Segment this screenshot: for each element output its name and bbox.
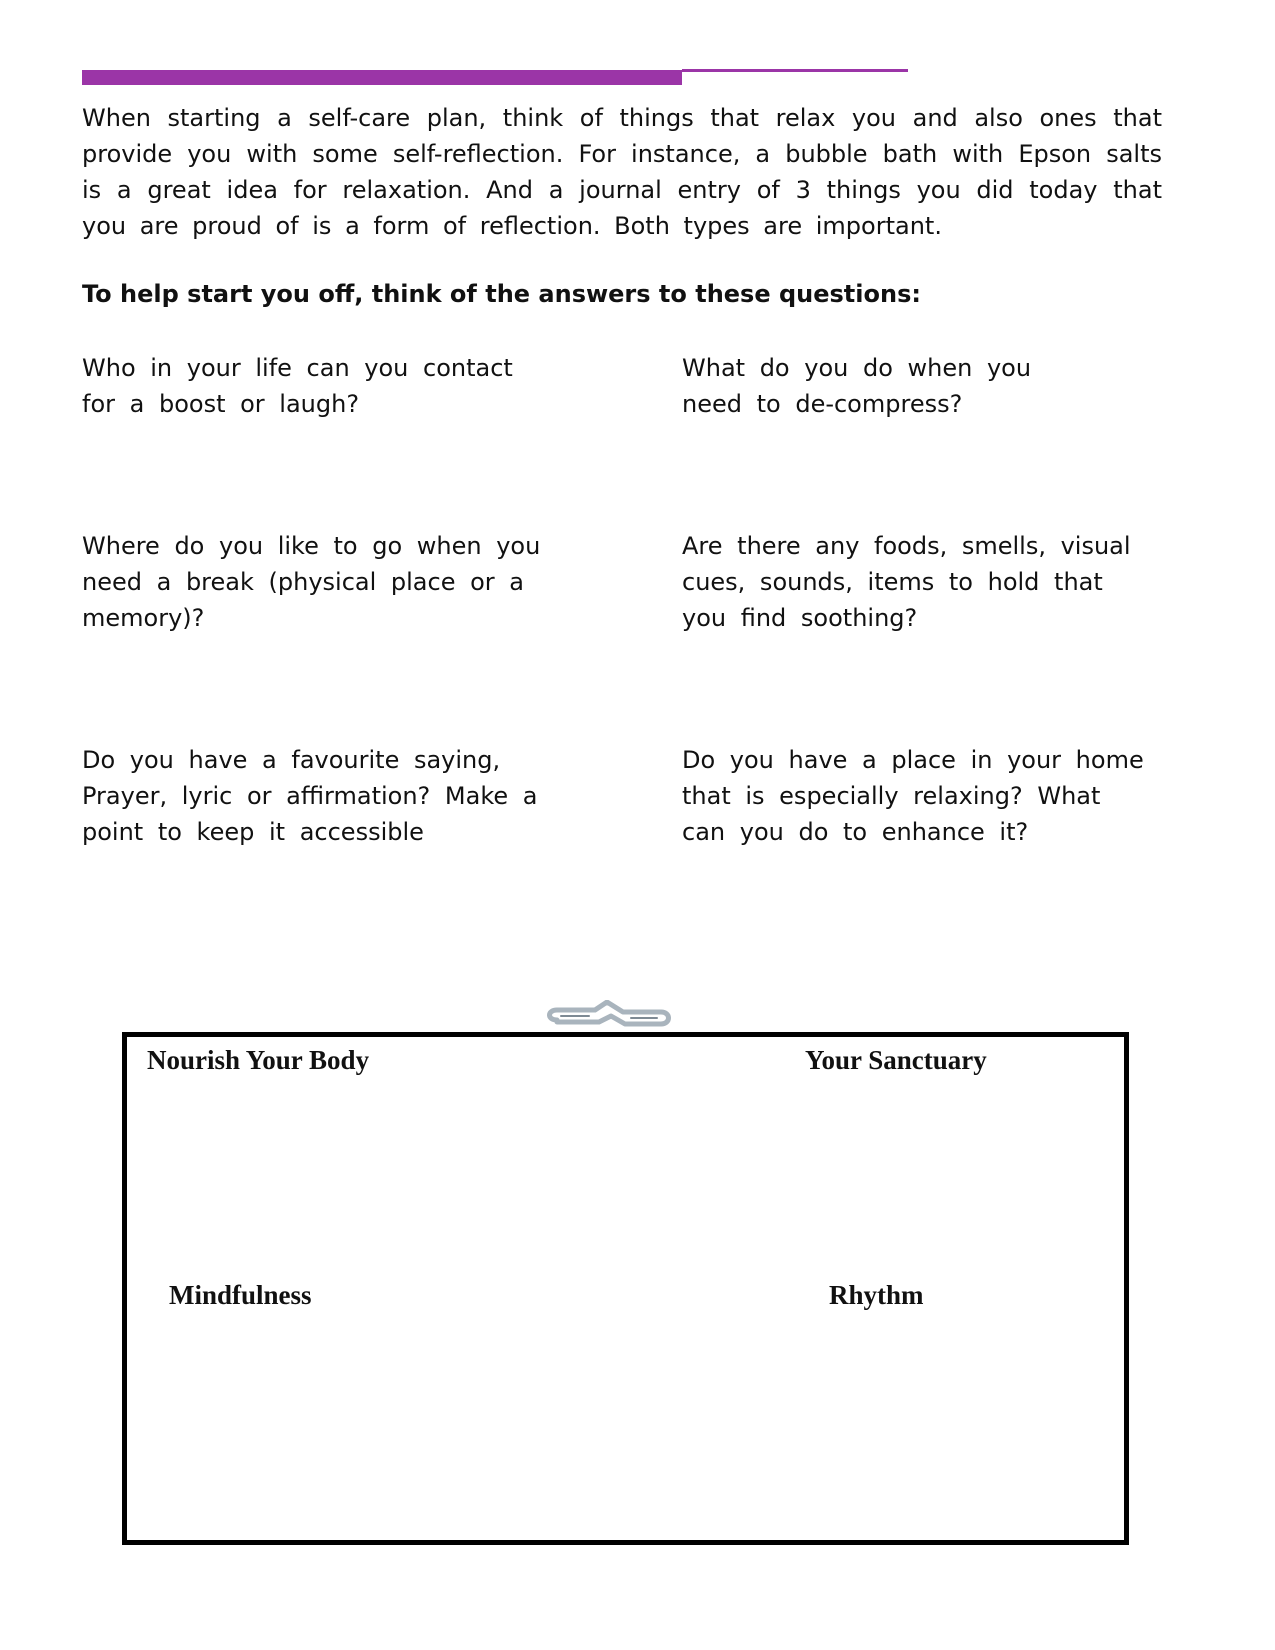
label-your-sanctuary: Your Sanctuary bbox=[805, 1045, 987, 1075]
accent-bar-thick bbox=[82, 70, 682, 85]
self-care-box bbox=[122, 1032, 1129, 1545]
label-rhythm: Rhythm bbox=[829, 1280, 924, 1310]
paperclip-icon bbox=[545, 1000, 675, 1032]
accent-bar-thin bbox=[682, 69, 908, 72]
question-break-place: Where do you like to go when you need a break (physical place or a memory)? bbox=[82, 532, 541, 632]
label-nourish-your-body: Nourish Your Body bbox=[147, 1045, 370, 1075]
question-saying: Do you have a favourite saying, Prayer, lyric or affirmation? Make a point to keep it accessible bbox=[82, 746, 538, 846]
questions-lead: To help start you off, think of the answers to these questions: bbox=[82, 280, 921, 308]
label-mindfulness: Mindfulness bbox=[169, 1280, 312, 1310]
question-decompress: What do you do when you need to de-compress? bbox=[682, 354, 1032, 418]
question-soothing: Are there any foods, smells, visual cues, sounds, items to hold that you find soothing? bbox=[682, 532, 1131, 632]
question-contact: Who in your life can you contact for a boost or laugh? bbox=[82, 354, 513, 418]
question-home-place: Do you have a place in your home that is especially relaxing? What can you do to enhance it? bbox=[682, 746, 1144, 846]
intro-paragraph: When starting a self-care plan, think of things that relax you and also ones that provide you with some self-reflection. For instance, a bubble bath with Epson salts is a great idea for relaxation. And a journal entry of 3 things you did today that you are proud of is a form of reflection. Both types are important. bbox=[82, 104, 1162, 240]
